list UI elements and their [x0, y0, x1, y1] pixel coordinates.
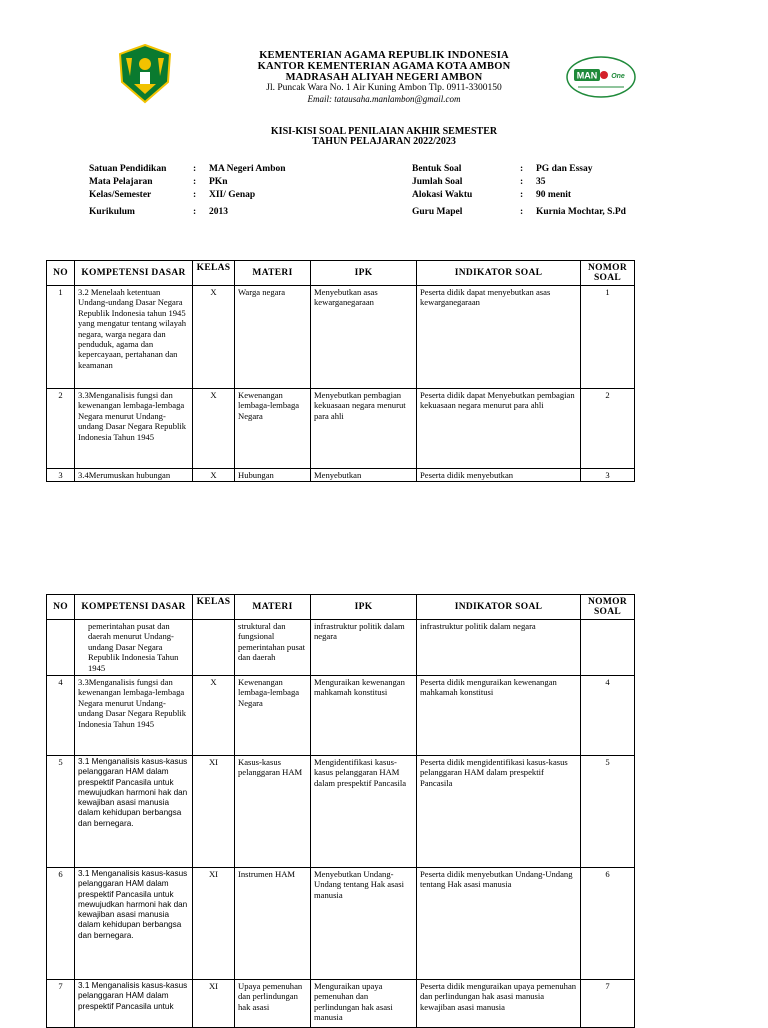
logo-subtext: One	[611, 73, 625, 80]
cell-indikator: Peserta didik dapat menyebutkan asas kewarganegaraan	[417, 286, 581, 389]
header-no: NO	[47, 595, 75, 620]
info-value: MA Negeri Ambon	[209, 164, 286, 174]
table-header-row	[47, 261, 635, 286]
cell-no: 2	[47, 389, 75, 469]
cell-kd: 3.2 Menelaah ketentuan Undang-undang Dasar Negara Republik Indonesia tahun 1945 yang mengatur tentang wilayah negara, warga negara dan penduduk, agama dan kepercayaan, pertahanan dan keamanan	[75, 286, 193, 389]
kisi-table-page2	[46, 594, 635, 1028]
cell-nomor: 7	[581, 980, 635, 1028]
cell-materi: struktural dan fungsional pemerintahan pusat dan daerah	[235, 620, 311, 676]
cell-no: 4	[47, 676, 75, 756]
logo-text: MAN	[576, 70, 598, 81]
header-no: NO	[47, 261, 75, 286]
info-value: XII/ Genap	[209, 190, 256, 200]
table-row	[47, 620, 635, 676]
document-title	[0, 127, 768, 147]
info-label: Guru Mapel	[412, 207, 463, 217]
cell-indikator: Peserta didik menguraikan kewenangan mahkamah konstitusi	[417, 676, 581, 756]
cell-nomor: 5	[581, 756, 635, 868]
table-header-row	[47, 595, 635, 620]
school-email: Email: tatausaha.manlambon@gmail.com	[307, 94, 461, 104]
cell-ipk: Menyebutkan asas kewarganegaraan	[311, 286, 417, 389]
cell-kelas: X	[193, 286, 235, 389]
header-materi: MATERI	[235, 261, 311, 286]
cell-kd: pemerintahan pusat dan daerah menurut Undang-undang Dasar Negara Republik Indonesia Tahun 1945	[75, 620, 193, 676]
kisi-table-page1	[46, 260, 635, 482]
cell-kelas: XI	[193, 868, 235, 980]
cell-no: 1	[47, 286, 75, 389]
header-kd: KOMPETENSI DASAR	[75, 261, 193, 286]
header-indikator: INDIKATOR SOAL	[417, 261, 581, 286]
info-right: Bentuk Soal : PG dan Essay Jumlah Soal : 35 Alokasi Waktu : 90 menit Guru Mapel : Kurnia Mochtar, S.Pd	[412, 164, 626, 217]
cell-materi: Kewenangan lembaga-lembaga Negara	[235, 389, 311, 469]
info-value: PG dan Essay	[536, 164, 593, 174]
letterhead	[0, 50, 768, 105]
cell-materi: Warga negara	[235, 286, 311, 389]
man-one-logo	[566, 56, 636, 98]
info-value: 35	[536, 177, 546, 187]
cell-kelas: XI	[193, 980, 235, 1028]
header-ipk: IPK	[311, 595, 417, 620]
header-kd: KOMPETENSI DASAR	[75, 595, 193, 620]
cell-no	[47, 620, 75, 676]
table-row	[47, 868, 635, 980]
table-row	[47, 980, 635, 1028]
title-line-2: TAHUN PELAJARAN 2022/2023	[312, 136, 456, 147]
cell-kelas: XI	[193, 756, 235, 868]
info-label: Jumlah Soal	[412, 177, 463, 187]
table-row	[47, 756, 635, 868]
cell-indikator: infrastruktur politik dalam negara	[417, 620, 581, 676]
cell-no: 7	[47, 980, 75, 1028]
header-indikator: INDIKATOR SOAL	[417, 595, 581, 620]
cell-kd: 3.3Menganalisis fungsi dan kewenangan lembaga-lembaga Negara menurut Undang-undang Dasar Negara Republik Indonesia Tahun 1945	[75, 389, 193, 469]
cell-materi: Instrumen HAM	[235, 868, 311, 980]
cell-kd: 3.1 Menganalisis kasus-kasus pelanggaran HAM dalam prespektif Pancasila untuk	[75, 980, 193, 1028]
table-row	[47, 469, 635, 482]
cell-nomor: 1	[581, 286, 635, 389]
cell-ipk: Menyebutkan pembagian kekuasaan negara menurut para ahli	[311, 389, 417, 469]
info-label: Kurikulum	[89, 207, 135, 217]
info-label: Kelas/Semester	[89, 190, 152, 200]
cell-kelas: X	[193, 676, 235, 756]
cell-materi: Kasus-kasus pelanggaran HAM	[235, 756, 311, 868]
cell-ipk: infrastruktur politik dalam negara	[311, 620, 417, 676]
title-line-1: KISI-KISI SOAL PENILAIAN AKHIR SEMESTER	[270, 126, 498, 137]
table-row	[47, 389, 635, 469]
cell-ipk: Menyebutkan	[311, 469, 417, 482]
cell-kelas	[193, 620, 235, 676]
cell-no: 5	[47, 756, 75, 868]
cell-indikator: Peserta didik menyebutkan Undang-Undang tentang Hak asasi manusia	[417, 868, 581, 980]
cell-indikator: Peserta didik menyebutkan	[417, 469, 581, 482]
cell-ipk: Menyebutkan Undang-Undang tentang Hak asasi manusia	[311, 868, 417, 980]
header-kelas: KELAS	[193, 595, 235, 620]
table-row	[47, 676, 635, 756]
cell-ipk: Menguraikan kewenangan mahkamah konstitusi	[311, 676, 417, 756]
cell-materi: Hubungan	[235, 469, 311, 482]
cell-kd: 3.1 Menganalisis kasus-kasus pelanggaran HAM dalam prespektif Pancasila untuk mewujudkan harmoni hak dan kewajiban asasi manusia dalam kehidupan berbangsa dan bernegara.	[75, 756, 193, 868]
info-label: Bentuk Soal	[412, 164, 462, 174]
info-label: Mata Pelajaran	[89, 177, 153, 187]
cell-materi: Upaya pemenuhan dan perlindungan hak asasi	[235, 980, 311, 1028]
office-name: KANTOR KEMENTERIAN AGAMA KOTA AMBON	[257, 61, 511, 72]
info-left: Satuan Pendidikan : MA Negeri Ambon Mata Pelajaran : PKn Kelas/Semester : XII/ Genap Kurikulum : 2013	[89, 164, 286, 217]
cell-materi: Kewenangan lembaga-lembaga Negara	[235, 676, 311, 756]
cell-kelas: X	[193, 469, 235, 482]
cell-nomor: 4	[581, 676, 635, 756]
info-value: Kurnia Mochtar, S.Pd	[536, 207, 626, 217]
cell-kelas: X	[193, 389, 235, 469]
header-kelas: KELAS	[193, 261, 235, 286]
info-value: 90 menit	[536, 190, 572, 200]
info-value: 2013	[209, 207, 228, 217]
cell-nomor: 3	[581, 469, 635, 482]
school-name: MADRASAH ALIYAH NEGERI AMBON	[285, 72, 483, 83]
cell-ipk: Menguraikan upaya pemenuhan dan perlindungan hak asasi manusia	[311, 980, 417, 1028]
cell-nomor: 2	[581, 389, 635, 469]
table-row	[47, 286, 635, 389]
info-label: Alokasi Waktu	[412, 190, 473, 200]
header-materi: MATERI	[235, 595, 311, 620]
cell-kd: 3.1 Menganalisis kasus-kasus pelanggaran HAM dalam prespektif Pancasila untuk mewujudkan harmoni hak dan kewajiban asasi manusia dalam kehidupan berbangsa dan bernegara.	[75, 868, 193, 980]
header-nomor: NOMOR SOAL	[581, 595, 635, 620]
cell-no: 6	[47, 868, 75, 980]
cell-ipk: Mengidentifikasi kasus-kasus pelanggaran HAM dalam prespektif Pancasila	[311, 756, 417, 868]
info-label: Satuan Pendidikan	[89, 164, 167, 174]
cell-kd: 3.3Menganalisis fungsi dan kewenangan lembaga-lembaga Negara menurut Undang-undang Dasar Negara Republik Indonesia Tahun 1945	[75, 676, 193, 756]
cell-indikator: Peserta didik mengidentifikasi kasus-kasus pelanggaran HAM dalam prespektif Pancasila	[417, 756, 581, 868]
cell-indikator: Peserta didik dapat Menyebutkan pembagian kekuasaan negara menurut para ahli	[417, 389, 581, 469]
cell-kd: 3.4Merumuskan hubungan	[75, 469, 193, 482]
cell-no: 3	[47, 469, 75, 482]
ministry-name: KEMENTERIAN AGAMA REPUBLIK INDONESIA	[259, 50, 509, 61]
cell-indikator: Peserta didik menguraikan upaya pemenuhan dan perlindungan hak asasi manusia kewajiban asasi manusia	[417, 980, 581, 1028]
header-ipk: IPK	[311, 261, 417, 286]
cell-nomor	[581, 620, 635, 676]
header-nomor: NOMOR SOAL	[581, 261, 635, 286]
cell-nomor: 6	[581, 868, 635, 980]
info-value: PKn	[209, 177, 228, 187]
school-address: Jl. Puncak Wara No. 1 Air Kuning Ambon Tlp. 0911-3300150	[266, 83, 502, 93]
